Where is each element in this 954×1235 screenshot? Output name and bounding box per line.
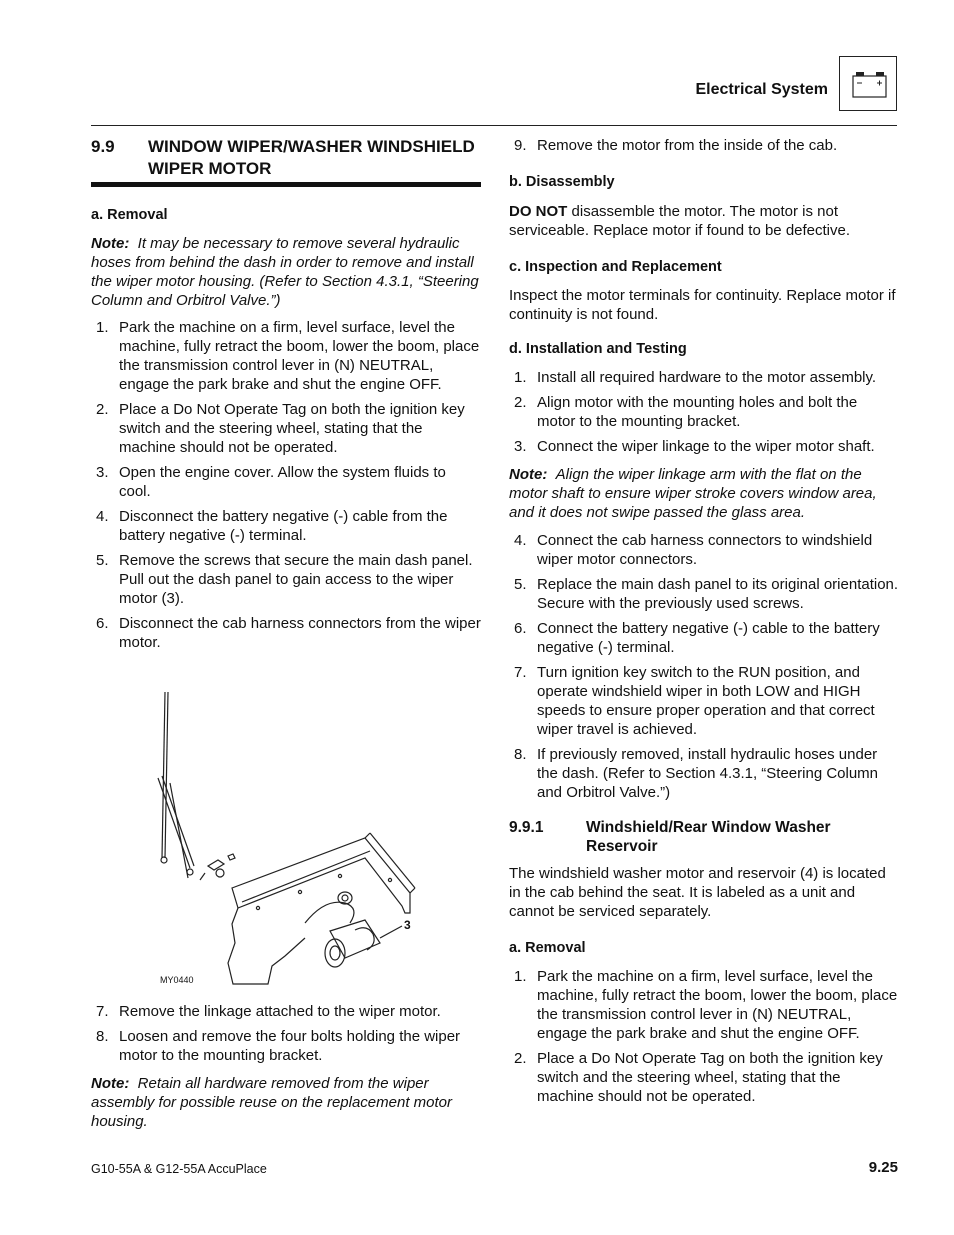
list-item: 8. If previously removed, install hydraulic hoses under the dash. (Refer to Section 4.3.1, “Steering Column and Orbitrol Valve.”): [514, 746, 879, 801]
disassembly-paragraph: DO NOT disassemble the motor. The motor is not serviceable. Replace motor if found to be defective.: [509, 203, 851, 239]
subsection-number: 9.9.1: [509, 819, 544, 836]
list-item: 2. Place a Do Not Operate Tag on both the ignition key switch and the steering wheel, stating that the machine should not be operated.: [96, 401, 465, 456]
removal-step-9: [509, 136, 899, 161]
removal-steps-list: [91, 318, 481, 658]
battery-icon: [839, 56, 897, 111]
list-item: 7. Remove the linkage attached to the wiper motor.: [96, 1003, 441, 1020]
list-item: 1. Park the machine on a firm, level surface, level the machine, fully retract the boom, lower the boom, place the transmission control lever in (N) NEUTRAL, engage the park brake and shut the engine OFF.: [514, 968, 898, 1042]
note-retain-hardware: [91, 1074, 479, 1131]
figure-callout-3: 3: [404, 918, 411, 932]
installation-heading: d. Installation and Testing: [509, 341, 687, 357]
disassembly-heading: b. Disassembly: [509, 174, 615, 190]
wiper-motor-figure: [140, 688, 430, 988]
note-hydraulic-hoses: [91, 234, 479, 310]
list-item: 4. Disconnect the battery negative (-) cable from the battery negative (-) terminal.: [96, 508, 448, 544]
note-label: Note:: [509, 466, 548, 483]
list-item: 5. Replace the main dash panel to its original orientation. Secure with the previously used screws.: [514, 576, 899, 612]
footer-model: G10-55A & G12-55A AccuPlace: [91, 1162, 267, 1176]
list-item: 1. Park the machine on a firm, level surface, level the machine, fully retract the boom, lower the boom, place the transmission control lever in (N) NEUTRAL, engage the park brake and shut the engine OFF.: [96, 319, 480, 393]
installation-steps-list-continued: [509, 531, 899, 808]
header-rule: [91, 125, 897, 126]
removal-steps-list-continued: [91, 1002, 481, 1071]
list-item: 5. Remove the screws that secure the main dash panel. Pull out the dash panel to gain access to the wiper motor (3).: [96, 552, 473, 607]
section-title: WINDOW WIPER/WASHER WINDSHIELD WIPER MOTOR: [148, 137, 475, 178]
inspection-paragraph: Inspect the motor terminals for continuity. Replace motor if continuity is not found.: [509, 287, 896, 323]
note-label: Note:: [91, 1075, 130, 1092]
list-item: 1. Install all required hardware to the motor assembly.: [514, 369, 877, 386]
header-section-title: Electrical System: [695, 81, 828, 98]
note-text: Retain all hardware removed from the wiper assembly for possible reuse on the replacement motor housing.: [91, 1075, 453, 1130]
note-text: Align the wiper linkage arm with the flat on the motor shaft to ensure wiper stroke covers window area, and it does not swipe passed the glass area.: [509, 466, 877, 521]
list-item: 8. Loosen and remove the four bolts holding the wiper motor to the mounting bracket.: [96, 1028, 461, 1064]
washer-removal-heading: a. Removal: [509, 940, 586, 956]
list-item: 3. Open the engine cover. Allow the system fluids to cool.: [96, 464, 446, 500]
installation-steps-list: [509, 368, 899, 462]
list-item: 2. Align motor with the mounting holes and bolt the motor to the mounting bracket.: [514, 394, 858, 430]
inspection-heading: c. Inspection and Replacement: [509, 259, 722, 275]
figure-id: MY0440: [160, 975, 194, 985]
washer-removal-steps-list: [509, 967, 899, 1112]
list-item: 3. Connect the wiper linkage to the wiper motor shaft.: [514, 438, 875, 455]
section-number: 9.9: [91, 137, 115, 156]
list-item: 4. Connect the cab harness connectors to windshield wiper motor connectors.: [514, 532, 873, 568]
list-item: 9. Remove the motor from the inside of the cab.: [514, 137, 838, 154]
removal-heading: a. Removal: [91, 207, 168, 223]
note-align-linkage: [509, 465, 897, 522]
list-item: 2. Place a Do Not Operate Tag on both the ignition key switch and the steering wheel, stating that the machine should not be operated.: [514, 1050, 883, 1105]
list-item: 6. Disconnect the cab harness connectors from the wiper motor.: [96, 615, 481, 651]
section-rule: [91, 182, 481, 187]
list-item: 6. Connect the battery negative (-) cable to the battery negative (-) terminal.: [514, 620, 880, 656]
do-not-emphasis: DO NOT: [509, 203, 568, 220]
note-text: It may be necessary to remove several hydraulic hoses from behind the dash in order to remove and install the wiper motor housing. (Refer to Section 4.3.1, “Steering Column and Orbitrol Valve.”): [91, 235, 479, 309]
note-label: Note:: [91, 235, 130, 252]
washer-paragraph: The windshield washer motor and reservoir (4) is located in the cab behind the seat. It is labeled as a unit and cannot be serviced separately.: [509, 865, 886, 920]
list-item: 7. Turn ignition key switch to the RUN position, and operate windshield wiper in both LOW and HIGH speeds to ensure proper operation and that correct wiper travel is achieved.: [514, 664, 875, 738]
subsection-title: Windshield/Rear Window Washer Reservoir: [586, 819, 831, 855]
wiper-motor-illustration: [140, 688, 430, 988]
footer-page-number: 9.25: [868, 1159, 898, 1176]
